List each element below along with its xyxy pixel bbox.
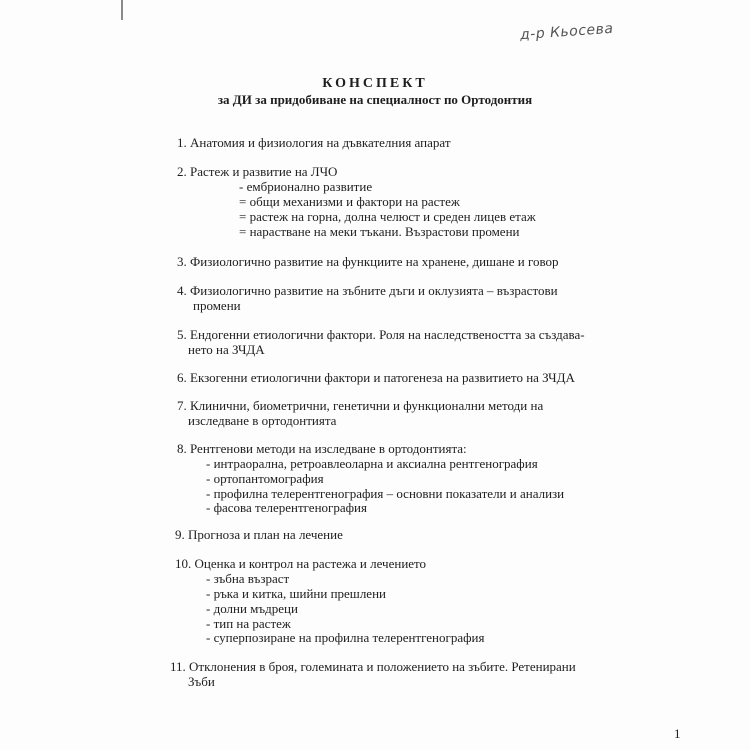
list-subitem: - ортопантомография	[206, 471, 324, 486]
list-subitem: - тип на растеж	[206, 616, 291, 631]
scan-edge-mark	[121, 0, 123, 20]
list-item: 7. Клинични, биометрични, генетични и функционални методи на	[177, 398, 544, 413]
document-subtitle: за ДИ за придобиване на специалност по Ортодонтия	[217, 92, 533, 107]
list-item: 4. Физиологично развитие на зъбните дъги и оклузията – възрастови	[177, 283, 558, 298]
list-item: 1. Анатомия и физиология на дъвкателния апарат	[177, 135, 451, 150]
list-item: 10. Оценка и контрол на растежа и лечението	[175, 556, 427, 571]
list-item: 11. Отклонения в броя, големината и положението на зъбите. Ретенирани	[170, 659, 576, 674]
list-item-continuation: изследване в ортодонтията	[188, 413, 337, 428]
list-subitem: - ембрионално развитие	[239, 179, 373, 194]
list-item: 5. Ендогенни етиологични фактори. Роля на наследствеността за създава-	[177, 327, 585, 342]
list-subitem: - интраорална, ретроавлеоларна и аксиална рентгенография	[206, 456, 538, 471]
list-subitem: - ръка и китка, шийни прешлени	[206, 586, 386, 601]
list-subitem: = растеж на горна, долна челюст и среден лицев етаж	[239, 209, 536, 224]
list-item: 6. Екзогенни етиологични фактори и патогенеза на развитието на ЗЧДА	[177, 370, 575, 385]
list-subitem: = нарастване на меки тъкани. Възрастови промени	[239, 224, 520, 239]
list-item: 9. Прогноза и план на лечение	[175, 527, 343, 542]
list-subitem: - профилна телерентгенография – основни показатели и анализи	[206, 486, 565, 501]
list-item: 3. Физиологично развитие на функциите на хранене, дишане и говор	[177, 254, 559, 269]
page-number: 1	[674, 726, 681, 741]
list-item: 2. Растеж и развитие на ЛЧО	[177, 164, 338, 179]
document-title: КОНСПЕКТ	[322, 76, 428, 91]
list-subitem: - суперпозиране на профилна телерентгенография	[206, 630, 485, 645]
list-subitem: - долни мъдреци	[206, 601, 298, 616]
list-subitem: = общи механизми и фактори на растеж	[239, 194, 460, 209]
list-item-continuation: нето на ЗЧДА	[188, 342, 265, 357]
list-item-continuation: промени	[193, 298, 241, 313]
handwritten-note: д-р Кьосева	[519, 20, 614, 44]
list-subitem: - фасова телерентгенография	[206, 500, 367, 515]
list-subitem: - зъбна възраст	[206, 571, 290, 586]
list-item: 8. Рентгенови методи на изследване в ортодонтията:	[177, 441, 467, 456]
list-item-continuation: Зъби	[188, 674, 215, 689]
